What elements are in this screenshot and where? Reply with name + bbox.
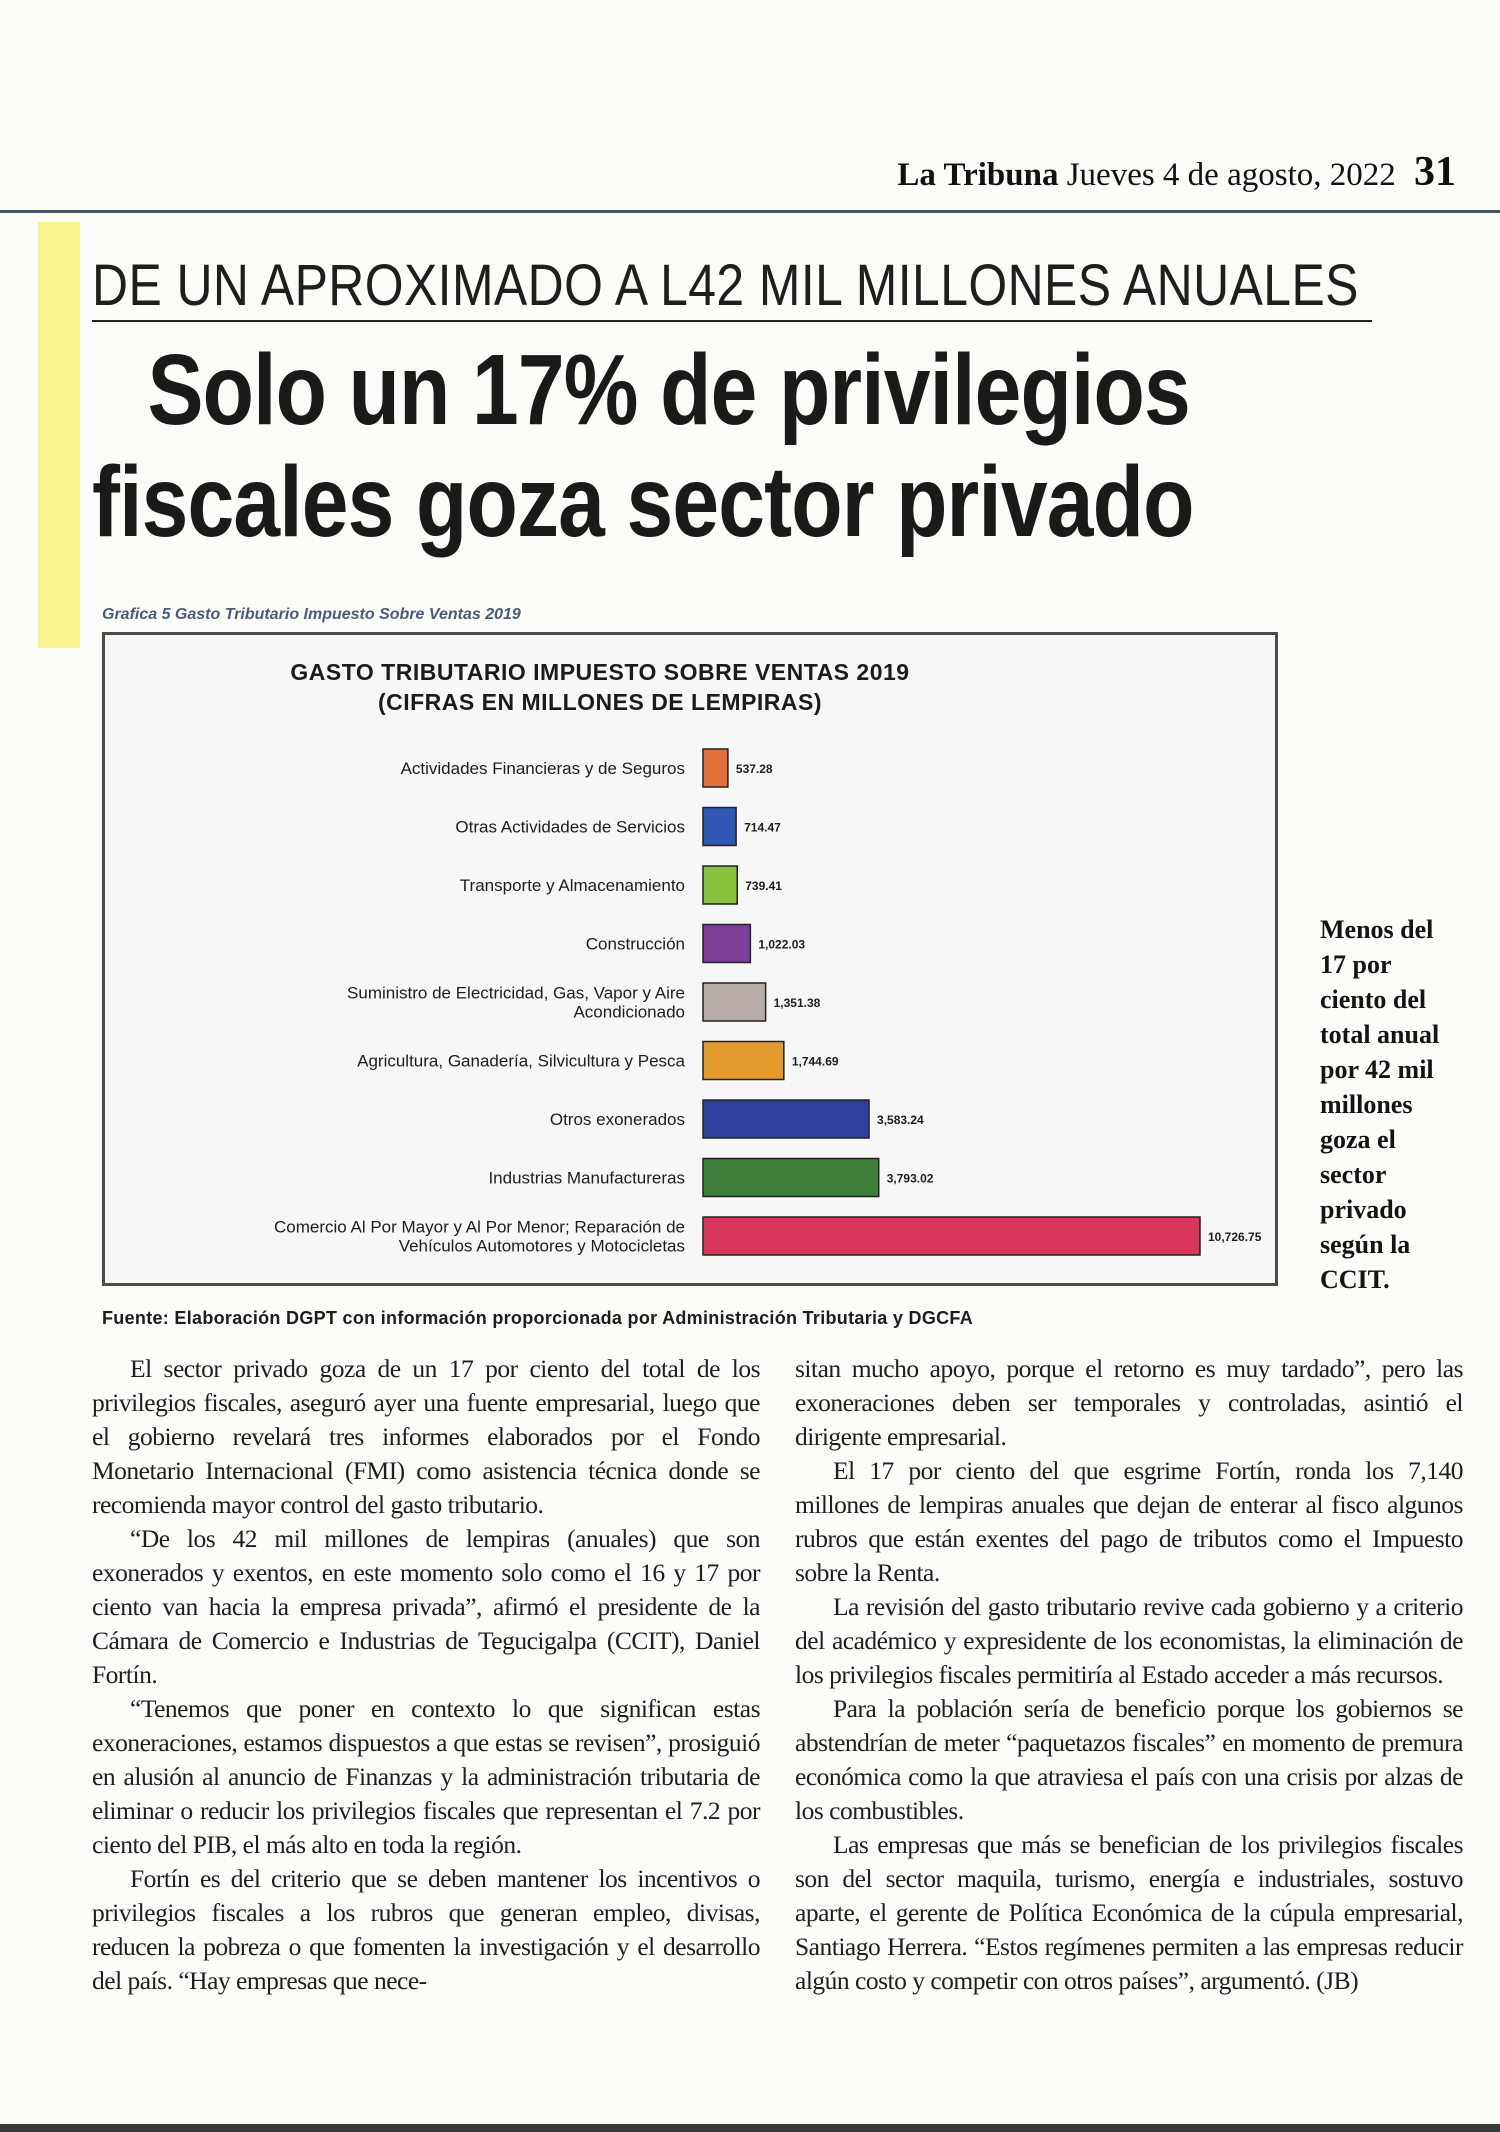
headline-line-2: fiscales goza sector privado xyxy=(92,446,1194,558)
paragraph: Las empresas que más se benefician de los privilegios fiscales son del sector maquila, turismo, energía e industriales, sostuvo aparte, el gerente de Política Económica de la cúpula empresarial, Santiago Herrera. “Estos regímenes permiten a las empresas reducir algún costo y competir con otros países”, argumentó. (JB) xyxy=(795,1830,1463,1995)
category-label: Acondicionado xyxy=(573,1002,685,1022)
article-column-left xyxy=(92,1352,760,1998)
category-label: Comercio Al Por Mayor y Al Por Menor; Reparación de xyxy=(273,1217,685,1237)
value-label: 537.28 xyxy=(735,762,773,776)
bar-5 xyxy=(703,1042,784,1080)
value-label: 739.41 xyxy=(745,879,782,893)
value-label: 3,793.02 xyxy=(886,1171,934,1186)
category-label: Industrias Manufactureras xyxy=(488,1168,685,1188)
category-label: Transporte y Almacenamiento xyxy=(459,876,685,895)
footer-divider xyxy=(0,2124,1500,2132)
bar-3 xyxy=(703,925,750,963)
bar-2 xyxy=(703,866,737,904)
article-kicker: DE UN APROXIMADO A L42 MIL MILLONES ANUALES xyxy=(92,253,1359,318)
bar-6 xyxy=(703,1100,869,1138)
category-label: Actividades Financieras y de Seguros xyxy=(400,759,685,778)
paragraph-continued: sitan mucho apoyo, porque el retorno es muy tardado”, pero las exoneraciones deben ser temporales y controladas, asintió el dirigente empresarial. xyxy=(795,1354,1463,1451)
sidebar-pull-quote: Menos del 17 por ciento del total anual por 42 mil millones goza el sector privado según la CCIT. xyxy=(1320,915,1440,1294)
issue-date: Jueves 4 de agosto, 2022 xyxy=(1066,157,1396,193)
value-label: 3,583.24 xyxy=(877,1113,924,1127)
bar-4 xyxy=(703,983,766,1021)
article-column-right xyxy=(795,1352,1463,1998)
bar-1 xyxy=(703,808,736,846)
highlighter-mark xyxy=(38,222,80,648)
category-label: Agricultura, Ganadería, Silvicultura y Pesca xyxy=(357,1051,685,1071)
paragraph: La revisión del gasto tributario revive cada gobierno y a criterio del académico y expresidente de los economistas, la eliminación de los privilegios fiscales permitiría al Estado acceder a más recursos. xyxy=(795,1592,1463,1689)
bar-0 xyxy=(703,749,728,787)
kicker-underline xyxy=(92,320,1372,322)
chart-source: Fuente: Elaboración DGPT con información proporcionada por Administración Tributaria y DGCFA xyxy=(102,1308,974,1328)
masthead xyxy=(0,148,1456,196)
bar-8 xyxy=(703,1217,1200,1255)
bar-chart xyxy=(105,635,1275,1283)
category-label: Otras Actividades de Servicios xyxy=(455,817,685,837)
value-label: 10,726.75 xyxy=(1208,1230,1262,1244)
chart-subtitle: (CIFRAS EN MILLONES DE LEMPIRAS) xyxy=(377,689,823,715)
value-label: 1,744.69 xyxy=(791,1054,839,1069)
value-label: 1,022.03 xyxy=(758,937,806,952)
value-label: 1,351.38 xyxy=(773,996,821,1010)
category-label: Suministro de Electricidad, Gas, Vapor y Aire xyxy=(347,983,685,1003)
paragraph: Para la población sería de beneficio porque los gobiernos se abstendrían de meter “paquetazos fiscales” en momento de premura económica como la que atraviesa el país con una crisis por alzas de los combustibles. xyxy=(795,1694,1463,1825)
header-divider xyxy=(0,210,1500,213)
headline-line-1: Solo un 17% de privilegios xyxy=(147,334,1190,446)
value-label: 714.47 xyxy=(744,820,781,835)
chart-caption: Grafica 5 Gasto Tributario Impuesto Sobre Ventas 2019 xyxy=(102,606,521,623)
chart-title: GASTO TRIBUTARIO IMPUESTO SOBRE VENTAS 2019 xyxy=(290,659,910,685)
category-label: Construcción xyxy=(585,934,685,954)
chart-frame xyxy=(102,632,1278,1286)
paragraph: El 17 por ciento del que esgrime Fortín, ronda los 7,140 millones de lempiras anuales que dejan de enterar al fisco algunos rubros que están exentes del pago de tributos como el Impuesto sobre la Renta. xyxy=(795,1456,1463,1587)
bar-7 xyxy=(703,1159,879,1197)
paper-name: La Tribuna xyxy=(897,157,1059,193)
page-number: 31 xyxy=(1414,149,1456,195)
paragraph: Fortín es del criterio que se deben mantener los incentivos o privilegios fiscales a los rubros que generan empleo, divisas, reducen la pobreza o que fomenten la investigación y el desarrollo del país. “Hay empresas que nece- xyxy=(92,1864,760,1995)
paragraph: El sector privado goza de un 17 por ciento del total de los privilegios fiscales, aseguró ayer una fuente empresarial, luego que el gobierno revelará tres informes elaborados por el Fondo Monetario Internacional (FMI) como asistencia técnica donde se recomienda mayor control del gasto tributario. xyxy=(92,1354,760,1519)
article-headline xyxy=(92,334,1462,558)
category-label: Vehículos Automotores y Motocicletas xyxy=(398,1236,685,1256)
paragraph: “De los 42 mil millones de lempiras (anuales) que son exonerados y exentos, en este momento solo como el 16 y 17 por ciento van hacia la empresa privada”, afirmó el presidente de la Cámara de Comercio e Industrias de Tegucigalpa (CCIT), Daniel Fortín. xyxy=(92,1524,760,1689)
paragraph: “Tenemos que poner en contexto lo que significan estas exoneraciones, estamos dispuestos a que estas se revisen”, prosiguió en alusión al anuncio de Finanzas y la administración tributaria de eliminar o reducir los privilegios fiscales que representan el 7.2 por ciento del PIB, el más alto en toda la región. xyxy=(92,1694,760,1859)
category-label: Otros exonerados xyxy=(549,1110,685,1129)
